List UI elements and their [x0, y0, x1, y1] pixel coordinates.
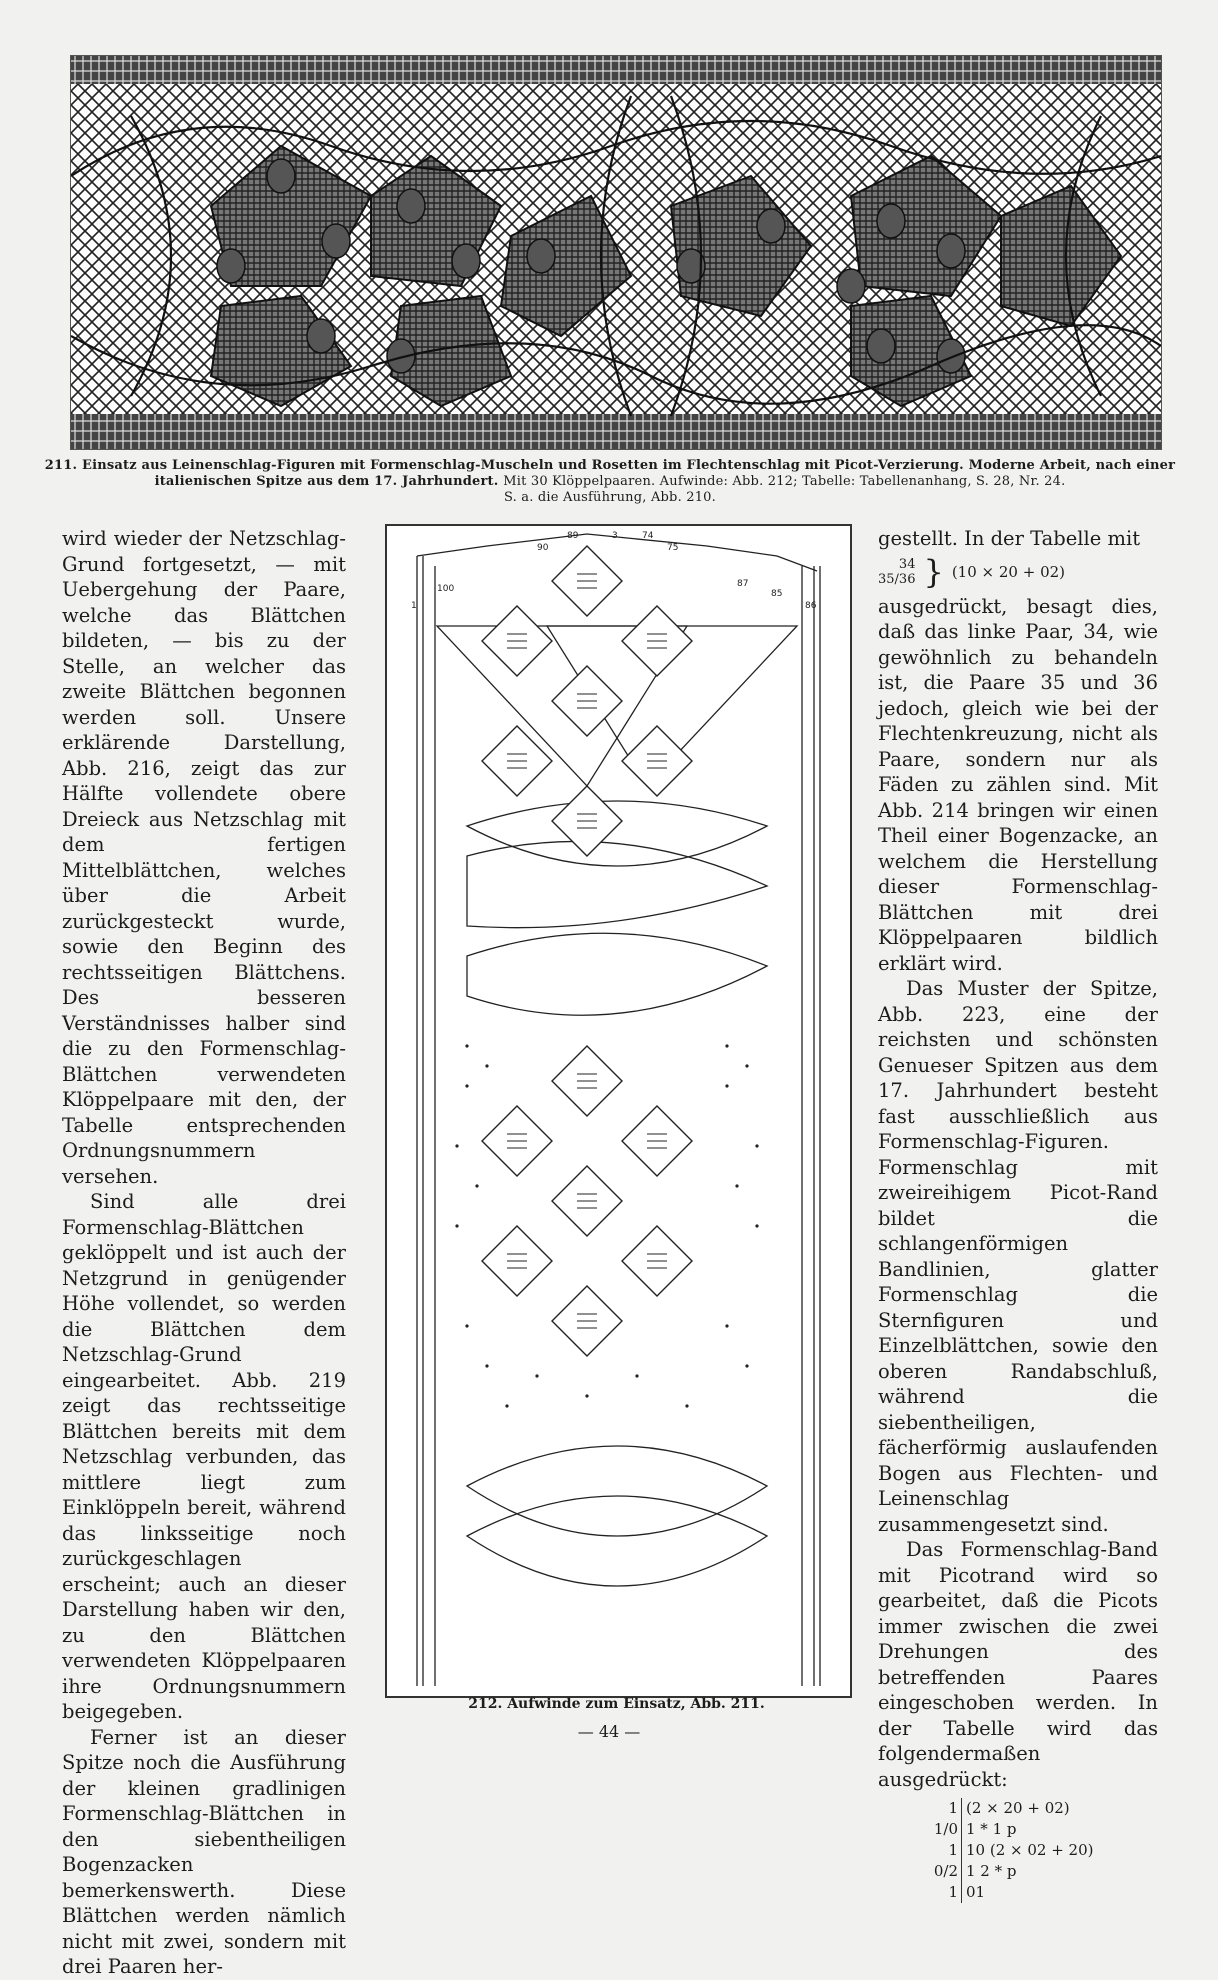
pattern-draft-drawing: [387, 526, 850, 1696]
left-paragraph-1: wird wieder der Netzschlag-Grund fortgesetzt, — mit Uebergehung der Paare, welche das Blättchen bildeten, — bis zu der Stelle, an welcher das zweite Blättchen begonnen werden soll. Unsere erklärende Darstellung, Abb. 216, zeigt das zur Hälfte vollendete obere Dreieck aus Netzschlag mit dem fertigen Mittelblättchen, welches über die Arbeit zurückgesteckt wurde, sowie den Beginn des rechtsseitigen Blättchens. Des besseren Verständnisses halber sind die zu den Formenschlag-Blättchen verwendeten Klöppelpaare mit den, der Tabelle entsprechenden Ordnungsnummern versehen.: [62, 527, 346, 1188]
top-number-87: 87: [737, 579, 749, 589]
table-row: [928, 1819, 1158, 1840]
page-number: — 44 —: [577, 1722, 641, 1741]
top-number-89: 89: [567, 531, 579, 541]
table-right: (2 × 20 + 02): [966, 1799, 1070, 1817]
formula-top: 34: [898, 556, 916, 572]
top-number-1: 1: [411, 601, 417, 611]
caption-light: Mit 30 Klöppelpaaren. Aufwinde: Abb. 212; Tabelle: Tabellenanhang, S. 28, Nr. 24.: [503, 474, 1066, 489]
table-row: [928, 1861, 1158, 1882]
right-paragraph-3: Das Formenschlag-Band mit Picotrand wird so gearbeitet, daß die Picots immer zwischen die zwei Drehungen des betreffenden Paares eingeschoben werden. In der Tabelle wird das folgendermaßen ausgedrückt:: [878, 1538, 1158, 1791]
pattern-draft-figure: [385, 524, 852, 1698]
left-paragraph-2: Sind alle drei Formenschlag-Blättchen geklöppelt und ist auch der Netzgrund in genügender Höhe vollendet, so werden die Blättchen dem Netzschlag-Grund eingearbeitet. Abb. 219 zeigt das rechtsseitige Blättchen bereits mit dem Netzschlag verbunden, das mittlere liegt zum Einklöppeln bereit, während das linksseitige noch zurückgeschlagen erscheint; auch an dieser Darstellung haben wir den, zu den Blättchen verwendeten Klöppelpaaren ihre Ordnungsnummern beigegeben.: [62, 1190, 346, 1723]
table-right: 1 2 * p: [966, 1862, 1017, 1880]
top-number-90: 90: [537, 543, 549, 553]
pair-formula: [878, 552, 1158, 591]
formula-bottom: 35/36: [878, 571, 916, 587]
top-number-3: 3: [612, 531, 618, 541]
formula-fraction: [878, 557, 915, 587]
figure-212-caption: 212. Aufwinde zum Einsatz, Abb. 211.: [468, 1696, 765, 1712]
table-row: [928, 1798, 1158, 1819]
top-number-75: 75: [667, 543, 679, 553]
top-number-100: 100: [437, 584, 455, 594]
table-row: [928, 1840, 1158, 1861]
picot-table: [928, 1798, 1158, 1903]
table-row: [928, 1882, 1158, 1903]
table-left: 1: [928, 1798, 962, 1819]
left-paragraph-3: Ferner ist an dieser Spitze noch die Ausführung der kleinen gradlinigen Formenschlag-Blättchen in den siebentheiligen Bogenzacken bemerkenswerth. Diese Blättchen werden nämlich nicht mit zwei, sondern mit drei Paaren her-: [62, 1725, 346, 1978]
right-text-column: [878, 526, 1158, 1903]
left-text-column: [62, 526, 346, 1980]
caption-bold: 211. Einsatz aus Leinenschlag-Figuren mit Formenschlag-Muscheln und Rosetten im Flechtenschlag mit Picot-Verzierung. Moderne Arbeit, nach einer italienischen Spitze aus dem 17. Jahrhundert.: [44, 458, 1176, 489]
table-left: 1: [928, 1840, 962, 1861]
figure-211-caption: [40, 458, 1180, 506]
brace-glyph: }: [923, 552, 944, 591]
caption-line3: S. a. die Ausführung, Abb. 210.: [503, 490, 716, 505]
top-number-74: 74: [642, 531, 654, 541]
table-right: 10 (2 × 02 + 20): [966, 1841, 1094, 1859]
formula-expression: (10 × 20 + 02): [951, 562, 1066, 581]
table-left: 0/2: [928, 1861, 962, 1882]
right-paragraph-2: Das Muster der Spitze, Abb. 223, eine der reichsten und schönsten Genueser Spitzen aus dem 17. Jahrhundert besteht fast ausschließlich aus Formenschlag-Figuren. Formenschlag mit zweireihigem Picot-Rand bildet die schlangenförmigen Bandlinien, glatter Formenschlag die Sternfiguren und Einzelblättchen, sowie den oberen Randabschluß, während die siebentheiligen, fächerförmig auslaufenden Bogen aus Flechten- und Leinenschlag zusammengesetzt sind.: [878, 977, 1158, 1536]
table-left: 1/0: [928, 1819, 962, 1840]
table-right: 01: [966, 1883, 986, 1901]
table-left: 1: [928, 1882, 962, 1903]
top-number-86: 86: [805, 601, 817, 611]
top-number-85: 85: [771, 589, 783, 599]
table-right: 1 * 1 p: [966, 1820, 1017, 1838]
right-paragraph-1-start: gestellt. In der Tabelle mit: [878, 527, 1141, 550]
right-paragraph-1-rest: ausgedrückt, besagt dies, daß das linke Paar, 34, wie gewöhnlich zu behandeln ist, die Paare 35 und 36 jedoch, gleich wie bei der Flechtenkreuzung, nicht als Paare, sondern nur als Fäden zu zählen sind. Mit Abb. 214 bringen wir einen Theil einer Bogenzacke, an welchem die Herstellung dieser Formenschlag-Blättchen mit drei Klöppelpaaren bildlich erklärt wird.: [878, 594, 1158, 975]
lace-insertion-photo: [70, 55, 1162, 450]
